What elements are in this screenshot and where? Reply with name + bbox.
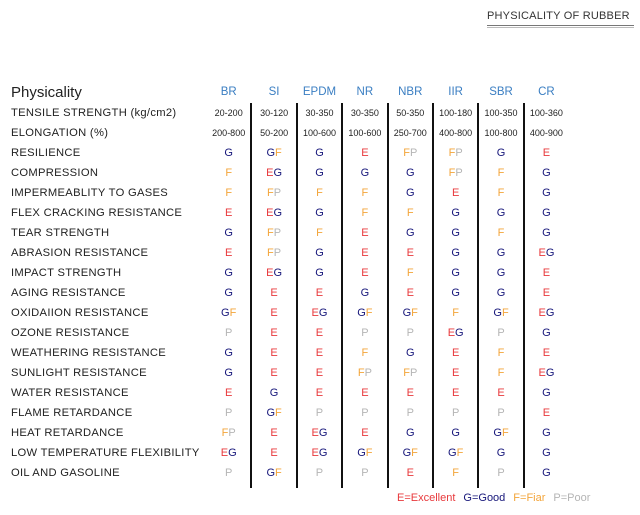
rating-cell: G xyxy=(269,387,279,399)
rating-cell: G xyxy=(542,467,551,479)
rating-cell: E xyxy=(406,467,414,479)
rating-cell: E xyxy=(270,307,278,319)
rating-cell: GF xyxy=(402,307,418,319)
rating-cell: F xyxy=(225,187,233,199)
rating-cell: EG xyxy=(311,447,328,459)
rating-cell: E xyxy=(542,267,551,279)
rating-cell: E xyxy=(361,267,369,279)
rating-cell: G xyxy=(315,207,324,219)
rating-cell: F xyxy=(497,227,505,239)
rating-cell: EG xyxy=(220,447,237,459)
rating-cell: E xyxy=(270,367,278,379)
rating-cell: FP xyxy=(221,427,236,439)
rating-cell: 20-200 xyxy=(214,108,243,118)
column-header-cr: CR xyxy=(538,86,555,98)
rating-cell: 100-600 xyxy=(302,128,336,138)
rating-cell: 200-800 xyxy=(212,128,246,138)
rating-cell: P xyxy=(225,407,233,419)
rating-cell: E xyxy=(225,247,233,259)
rating-cell: F xyxy=(452,307,460,319)
row-label: IMPERMEABLITY TO GASES xyxy=(11,187,169,199)
rating-cell: G xyxy=(405,167,415,179)
rating-cell: P xyxy=(361,467,369,479)
rating-cell: GF xyxy=(266,147,282,159)
rating-cell: G xyxy=(224,147,233,159)
rating-cell: G xyxy=(542,167,551,179)
table-row xyxy=(11,383,569,403)
rating-cell: G xyxy=(451,207,460,219)
rating-cell: EG xyxy=(538,247,555,259)
rating-cell: GF xyxy=(266,407,282,419)
rating-cell: F xyxy=(225,167,233,179)
row-label: OZONE RESISTANCE xyxy=(11,327,130,339)
rating-cell: G xyxy=(405,227,415,239)
rating-cell: FP xyxy=(267,227,282,239)
rating-cell: G xyxy=(451,287,460,299)
rating-cell: P xyxy=(315,467,324,479)
table-row xyxy=(11,103,569,123)
rating-cell: P xyxy=(225,467,233,479)
table-row xyxy=(11,263,569,283)
rating-cell: E xyxy=(406,247,414,259)
rating-cell: E xyxy=(361,147,369,159)
rating-cell: GF xyxy=(357,307,373,319)
rating-cell: P xyxy=(497,407,505,419)
table-row xyxy=(11,323,569,343)
rating-cell: 50-350 xyxy=(396,108,425,118)
rating-cell: GF xyxy=(221,307,237,319)
title-underline xyxy=(487,25,634,26)
row-label: TENSILE STRENGTH (kg/cm2) xyxy=(11,107,177,119)
rating-cell: G xyxy=(451,267,460,279)
rating-cell: G xyxy=(224,347,233,359)
legend-item-f: F=Fiar xyxy=(513,492,546,504)
row-label: ABRASION RESISTANCE xyxy=(11,247,149,259)
rating-cell: P xyxy=(406,407,414,419)
row-label: WEATHERING RESISTANCE xyxy=(11,347,167,359)
column-header-si: SI xyxy=(268,86,280,98)
column-header-nr: NR xyxy=(356,86,374,98)
rating-cell: P xyxy=(497,467,505,479)
rating-cell: G xyxy=(360,287,370,299)
rating-cell: E xyxy=(451,387,460,399)
rating-cell: F xyxy=(316,227,323,239)
rating-cell: E xyxy=(451,187,460,199)
rating-cell: F xyxy=(497,367,505,379)
column-header-br: BR xyxy=(220,86,237,98)
rating-cell: EG xyxy=(266,207,283,219)
rating-cell: G xyxy=(496,447,506,459)
column-header-sbr: SBR xyxy=(489,86,513,98)
rating-cell: E xyxy=(270,347,278,359)
rating-cell: E xyxy=(225,207,233,219)
rating-cell: E xyxy=(361,387,369,399)
row-label: AGING RESISTANCE xyxy=(11,287,126,299)
rating-cell: 100-350 xyxy=(484,108,518,118)
rating-cell: E xyxy=(270,447,278,459)
page-title: PHYSICALITY OF RUBBER xyxy=(487,10,630,22)
rating-cell: G xyxy=(451,427,460,439)
rating-cell: 30-350 xyxy=(305,108,334,118)
rating-cell: G xyxy=(224,227,233,239)
column-header-nbr: NBR xyxy=(398,86,423,98)
table-row xyxy=(11,223,569,243)
rating-cell: 100-800 xyxy=(484,128,518,138)
rating-cell: G xyxy=(542,387,551,399)
table-row xyxy=(11,403,569,423)
table-row xyxy=(11,183,569,203)
rating-cell: F xyxy=(452,467,460,479)
rating-cell: E xyxy=(315,387,324,399)
rating-cell: E xyxy=(315,347,324,359)
rating-cell: E xyxy=(315,287,324,299)
rating-cell: G xyxy=(542,427,551,439)
legend-item-g: G=Good xyxy=(463,492,506,504)
rating-cell: 100-180 xyxy=(439,108,473,118)
rating-cell: E xyxy=(406,387,414,399)
table-row xyxy=(11,203,569,223)
rating-cell: 250-700 xyxy=(393,128,427,138)
rating-cell: EG xyxy=(266,267,283,279)
rating-cell: G xyxy=(224,367,233,379)
table-row xyxy=(11,443,569,463)
rating-cell: GF xyxy=(357,447,373,459)
rating-cell: G xyxy=(315,267,324,279)
rating-cell: E xyxy=(361,227,369,239)
rating-cell: G xyxy=(224,287,233,299)
rating-cell: FP xyxy=(267,187,282,199)
rating-cell: GF xyxy=(448,447,464,459)
row-label: WATER RESISTANCE xyxy=(11,387,129,399)
rating-cell: 30-350 xyxy=(350,108,379,118)
rating-cell: P xyxy=(361,407,369,419)
rating-cell: FP xyxy=(448,167,463,179)
rating-cell: E xyxy=(451,367,460,379)
rating-cell: G xyxy=(496,207,506,219)
title-underline-shadow xyxy=(487,27,634,28)
table-row xyxy=(11,243,569,263)
rating-cell: G xyxy=(315,147,324,159)
rating-cell: F xyxy=(497,167,505,179)
row-label: ELONGATION (%) xyxy=(11,127,109,139)
physicality-table xyxy=(11,81,569,483)
rating-cell: F xyxy=(406,207,414,219)
rating-cell: G xyxy=(451,227,460,239)
rating-cell: E xyxy=(406,287,414,299)
rating-cell: 30-120 xyxy=(260,108,289,118)
row-label: OIL AND GASOLINE xyxy=(11,467,120,479)
row-label: FLAME RETARDANCE xyxy=(11,407,133,419)
rating-cell: FP xyxy=(448,147,463,159)
legend xyxy=(397,492,598,504)
rating-cell: P xyxy=(361,327,369,339)
rating-cell: GF xyxy=(493,307,509,319)
rating-cell: EG xyxy=(538,307,555,319)
row-label: COMPRESSION xyxy=(11,167,99,179)
rating-cell: FP xyxy=(403,147,418,159)
column-header-epdm: EPDM xyxy=(302,86,337,98)
rating-cell: F xyxy=(316,187,323,199)
rating-cell: F xyxy=(361,207,369,219)
rating-cell: E xyxy=(542,287,551,299)
row-label: FLEX CRACKING RESISTANCE xyxy=(11,207,183,219)
rating-cell: G xyxy=(224,267,233,279)
row-label: RESILIENCE xyxy=(11,147,81,159)
table-header-row xyxy=(11,81,569,103)
rating-cell: GF xyxy=(266,467,282,479)
column-header-iir: IIR xyxy=(448,86,463,98)
rating-cell: G xyxy=(542,447,551,459)
rating-cell: G xyxy=(496,267,506,279)
table-row xyxy=(11,283,569,303)
rating-cell: E xyxy=(361,247,369,259)
rating-cell: G xyxy=(360,167,370,179)
rating-cell: F xyxy=(361,347,369,359)
rating-cell: EG xyxy=(311,427,328,439)
rating-cell: P xyxy=(451,407,460,419)
rating-cell: E xyxy=(361,427,369,439)
rating-cell: G xyxy=(405,347,415,359)
row-label: OXIDAIION RESISTANCE xyxy=(11,307,149,319)
table-row xyxy=(11,143,569,163)
rating-cell: EG xyxy=(266,167,283,179)
rating-cell: G xyxy=(315,167,324,179)
rating-cell: E xyxy=(270,327,278,339)
rating-cell: E xyxy=(497,387,505,399)
rating-cell: FP xyxy=(403,367,418,379)
rating-cell: G xyxy=(451,247,460,259)
rating-cell: P xyxy=(315,407,324,419)
rating-cell: EG xyxy=(447,327,464,339)
rating-cell: 400-800 xyxy=(439,128,473,138)
rating-cell: G xyxy=(405,187,415,199)
rating-cell: F xyxy=(497,187,505,199)
rating-cell: G xyxy=(496,147,506,159)
legend-item-e: E=Excellent xyxy=(397,492,456,504)
rating-cell: EG xyxy=(538,367,555,379)
rating-cell: E xyxy=(270,427,278,439)
rating-cell: E xyxy=(315,327,324,339)
rating-cell: FP xyxy=(357,367,372,379)
rating-cell: P xyxy=(406,327,414,339)
rating-cell: E xyxy=(270,287,278,299)
rating-cell: E xyxy=(542,407,551,419)
rating-cell: P xyxy=(225,327,233,339)
row-label: IMPACT STRENGTH xyxy=(11,267,122,279)
row-label: SUNLIGHT RESISTANCE xyxy=(11,367,147,379)
rating-cell: G xyxy=(496,287,506,299)
rating-cell: GF xyxy=(402,447,418,459)
rating-cell: G xyxy=(542,327,551,339)
rating-cell: E xyxy=(542,347,551,359)
rating-cell: G xyxy=(542,227,551,239)
rating-cell: EG xyxy=(311,307,328,319)
legend-item-p: P=Poor xyxy=(553,492,591,504)
table-row xyxy=(11,423,569,443)
table-row xyxy=(11,123,569,143)
rating-cell: E xyxy=(225,387,233,399)
rating-cell: 400-900 xyxy=(529,128,563,138)
table-row xyxy=(11,303,569,323)
table-row xyxy=(11,463,569,483)
rating-cell: FP xyxy=(267,247,282,259)
rating-cell: 50-200 xyxy=(260,128,289,138)
rating-cell: G xyxy=(315,247,324,259)
rating-cell: G xyxy=(496,247,506,259)
rating-cell: E xyxy=(451,347,460,359)
rating-cell: E xyxy=(315,367,324,379)
table-row xyxy=(11,363,569,383)
rating-cell: G xyxy=(542,207,551,219)
rating-cell: 100-600 xyxy=(348,128,382,138)
rating-cell: P xyxy=(497,327,505,339)
rating-cell: G xyxy=(405,427,415,439)
row-label: HEAT RETARDANCE xyxy=(11,427,124,439)
rating-cell: F xyxy=(406,267,414,279)
header-label: Physicality xyxy=(11,83,82,101)
rating-cell: 100-360 xyxy=(529,108,563,118)
rating-cell: G xyxy=(542,187,551,199)
rating-cell: F xyxy=(497,347,505,359)
rating-cell: GF xyxy=(493,427,509,439)
row-label: TEAR STRENGTH xyxy=(11,227,110,239)
table-row xyxy=(11,343,569,363)
rating-cell: E xyxy=(542,147,551,159)
row-label: LOW TEMPERATURE FLEXIBILITY xyxy=(11,447,200,459)
table-row xyxy=(11,163,569,183)
rating-cell: F xyxy=(361,187,369,199)
